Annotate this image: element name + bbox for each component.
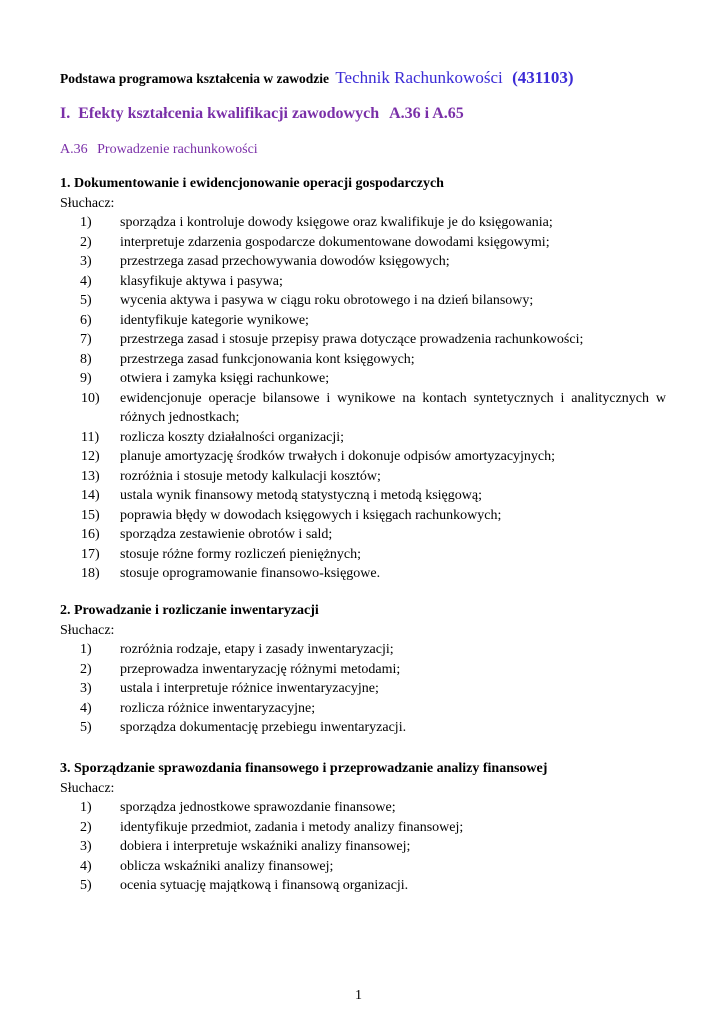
item-text: planuje amortyzację środków trwałych i dokonuje odpisów amortyzacyjnych; (120, 449, 556, 464)
list-item (60, 213, 666, 233)
item-number: 3) (80, 681, 92, 696)
item-number: 1) (80, 642, 92, 657)
list-item (60, 486, 666, 506)
item-text: sporządza dokumentację przebiegu inwentaryzacji. (120, 720, 407, 735)
item-text: identyfikuje przedmiot, zadania i metody analizy finansowej; (120, 819, 464, 835)
outcome-block-1 (60, 174, 666, 584)
item-text: oblicza wskaźniki analizy finansowej; (120, 858, 334, 874)
item-text: rozróżnia rodzaje, etapy i zasady inwentaryzacji; (120, 642, 394, 657)
item-number: 15) (81, 507, 100, 523)
list-item (60, 660, 666, 680)
item-number: 5) (80, 720, 92, 735)
item-number: 4) (80, 858, 92, 874)
list-item (60, 272, 666, 292)
list-item (60, 233, 666, 253)
block-title: 2. Prowadzanie i rozliczanie inwentaryzacji (60, 603, 319, 618)
item-text: ocenia sytuację majątkową i finansową organizacji. (120, 878, 409, 893)
list-item (60, 564, 666, 584)
list-item (60, 467, 666, 487)
item-number: 8) (80, 351, 92, 367)
item-number: 5) (80, 878, 92, 893)
item-number: 2) (80, 234, 92, 250)
list-item (60, 428, 666, 448)
item-number: 14) (81, 488, 100, 503)
item-number: 13) (81, 468, 100, 484)
list-item (60, 389, 666, 428)
block-title: 3. Sporządzanie sprawozdania finansowego i przeprowadzanie analizy finansowej (60, 761, 548, 776)
item-number: 3) (80, 254, 92, 269)
item-text: identyfikuje kategorie wynikowe; (120, 312, 309, 328)
item-text: ustala wynik finansowy metodą statystyczną i metodą księgową; (120, 488, 482, 503)
item-number: 7) (80, 332, 92, 347)
list-item (60, 506, 666, 526)
block-label: Słuchacz: (60, 780, 115, 796)
item-text: dobiera i interpretuje wskaźniki analizy finansowej; (120, 839, 411, 854)
list-item (60, 369, 666, 389)
item-text: rozróżnia i stosuje metody kalkulacji kosztów; (120, 468, 381, 484)
block-label: Słuchacz: (60, 195, 115, 211)
item-number: 1) (80, 215, 92, 230)
item-text: stosuje różne formy rozliczeń pieniężnych; (120, 546, 362, 562)
list-item (60, 699, 666, 719)
item-number: 1) (80, 800, 92, 815)
page-number: 1 (355, 988, 362, 1003)
item-number: 4) (80, 700, 92, 716)
item-text: rozlicza koszty działalności organizacji; (120, 429, 345, 445)
item-text: interpretuje zdarzenia gospodarcze dokumentowane dowodami księgowymi; (120, 234, 550, 250)
item-number: 10) (81, 390, 100, 406)
item-text: sporządza zestawienie obrotów i sald; (120, 527, 333, 542)
list-item (60, 857, 666, 877)
outcome-list (60, 798, 666, 896)
item-text: otwiera i zamyka księgi rachunkowe; (120, 371, 330, 386)
list-item (60, 640, 666, 660)
section-number: I. (60, 105, 71, 122)
item-text: przeprowadza inwentaryzację różnymi metodami; (120, 661, 401, 677)
list-item (60, 350, 666, 370)
document-heading (60, 68, 573, 88)
item-text: przestrzega zasad przechowywania dowodów księgowych; (120, 254, 450, 269)
item-text: ewidencjonuje operacje bilansowe i wynikowe na kontach syntetycznych i analitycznych w różnych jednostkach; (120, 390, 666, 425)
item-number: 2) (80, 661, 92, 677)
item-text: przestrzega zasad i stosuje przepisy prawa dotyczące prowadzenia rachunkowości; (120, 332, 584, 347)
list-item (60, 837, 666, 857)
list-item (60, 447, 666, 467)
item-text: klasyfikuje aktywa i pasywa; (120, 273, 283, 289)
item-number: 17) (81, 546, 100, 562)
list-item (60, 798, 666, 818)
item-number: 4) (80, 273, 92, 289)
section-name: Efekty kształcenia kwalifikacji zawodowych (78, 105, 380, 122)
list-item (60, 876, 666, 896)
item-text: poprawia błędy w dowodach księgowych i księgach rachunkowych; (120, 507, 502, 523)
qualification-title (60, 142, 258, 158)
list-item (60, 718, 666, 738)
list-item (60, 818, 666, 838)
list-item (60, 330, 666, 350)
item-text: rozlicza różnice inwentaryzacyjne; (120, 700, 316, 716)
section-title (60, 105, 464, 123)
item-number: 9) (80, 371, 92, 386)
item-number: 11) (81, 429, 100, 445)
heading-code: (431103) (512, 68, 574, 87)
item-number: 18) (81, 566, 100, 581)
item-number: 16) (81, 527, 100, 542)
list-item (60, 252, 666, 272)
item-text: przestrzega zasad funkcjonowania kont księgowych; (120, 351, 415, 367)
section-qualifications: A.36 i A.65 (389, 105, 464, 122)
block-title: 1. Dokumentowanie i ewidencjonowanie operacji gospodarczych (60, 176, 444, 191)
list-item (60, 525, 666, 545)
item-text: stosuje oprogramowanie finansowo-księgowe. (120, 566, 381, 581)
heading-prefix: Podstawa programowa kształcenia w zawodzie (60, 71, 329, 86)
heading-specialty: Technik Rachunkowości (335, 68, 503, 87)
item-number: 5) (80, 293, 92, 308)
list-item (60, 311, 666, 331)
item-number: 3) (80, 839, 92, 854)
list-item (60, 291, 666, 311)
list-item (60, 545, 666, 565)
qualification-code: A.36 (60, 142, 88, 157)
outcome-block-3 (60, 759, 666, 896)
outcome-list (60, 213, 666, 584)
list-item (60, 679, 666, 699)
item-number: 6) (80, 312, 92, 328)
outcome-list (60, 640, 666, 738)
item-text: wycenia aktywa i pasywa w ciągu roku obrotowego i na dzień bilansowy; (120, 293, 534, 308)
item-text: ustala i interpretuje różnice inwentaryzacyjne; (120, 681, 379, 696)
qualification-name: Prowadzenie rachunkowości (97, 142, 258, 157)
block-label: Słuchacz: (60, 622, 115, 638)
item-number: 2) (80, 819, 92, 835)
item-number: 12) (81, 449, 100, 464)
item-text: sporządza jednostkowe sprawozdanie finansowe; (120, 800, 396, 815)
item-text: sporządza i kontroluje dowody księgowe oraz kwalifikuje je do księgowania; (120, 215, 553, 230)
outcome-block-2 (60, 601, 666, 738)
